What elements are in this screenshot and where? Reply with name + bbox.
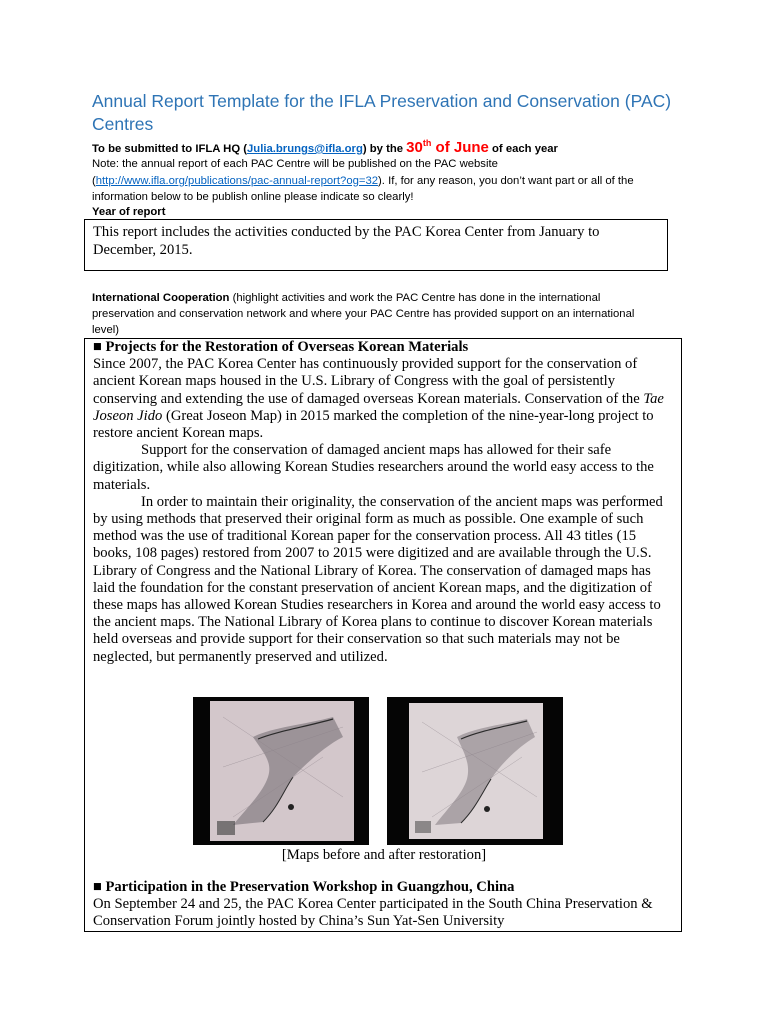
section1-paragraph2: Support for the conservation of damaged ancient maps has allowed for their safe digitization, while also allowing Korean Studies researchers around the world easy access to the materials. [93,442,654,493]
map-title: Tae Joseon Jido [93,390,664,424]
section1-paragraph1 [93,356,675,442]
year-of-report-box [84,219,668,271]
note-open: ( [92,174,96,187]
year-of-report-text: This report includes the activities conducted by the PAC Korea Center from January to December, 2015. [93,224,600,258]
submission-line [92,138,732,156]
section1-paragraph3: In order to maintain their originality, the conservation of the ancient maps was performed by using methods that preserved their original form as much as possible. One example of such method was the use of traditional Korean paper for the conservation process. All 43 titles (15 books, 108 pages) restored from 2007 to 2015 were digitized and are available through the U.S. Library of Congress and the National Library of Korea. The conservation of damaged maps has laid the foundation for the constant preservation of ancient Korean maps, and the digitization of these maps has allowed Korean Studies researchers in Korea and around the world easy access to the ancient maps. The National Library of Korea plans to continue to discover Korean materials held overseas and provide support for their conservation so that such materials may not be neglected, but permanently preserved and utilized. [93,493,663,665]
submission-middle: ) by the [362,143,407,155]
year-of-report-label: Year of report [92,206,166,218]
note-paragraph [92,156,692,206]
section2-paragraph1: On September 24 and 25, the PAC Korea Center participated in the South China Preservation & Conservation Forum jointly hosted by China’s Sun Yat-Sen University [93,896,653,930]
p1-end: (Great Joseon Map) in 2015 marked the completion of the nine-year-long project to restore ancient Korean maps. [93,407,654,442]
deadline-rest: of June [431,139,489,156]
document-title: Annual Report Template for the IFLA Preservation and Conservation (PAC) Centres [92,91,672,134]
p1-start: Since 2007, the PAC Korea Center has continuously provided support for the conservation of ancient Korean maps housed in the U.S. Library of Congress with the goal of persistently conserving and extending the use of damaged overseas Korean materials. Conservation of the [93,356,644,407]
maps-figure [193,697,593,847]
intl-heading: International Cooperation [92,292,230,304]
section2-heading: ■ Participation in the Preservation Workshop in Guangzhou, China [93,879,515,895]
international-cooperation-label [92,290,652,339]
deadline-day: 30 [406,139,423,156]
cooperation-content [93,339,675,930]
intl-description: (highlight activities and work the PAC Centre has done in the international preservation and conservation network and where your PAC Centre has provided support on an international level) [92,292,635,337]
submission-prefix: To be submitted to IFLA HQ ( [92,143,248,155]
note-rest: ). If, for any reason, you don’t want part or all of the information below to be publish online please indicate so clearly! [92,174,634,203]
map-after-image [387,697,563,845]
deadline-sup: th [422,138,432,148]
pac-website-link[interactable]: http://www.ifla.org/publications/pac-annual-report?og=32 [95,174,379,187]
email-link[interactable]: Julia.brungs@ifla.org [247,143,363,155]
deadline [406,139,489,156]
map-before-image [193,697,369,845]
note-line1: Note: the annual report of each PAC Centre will be published on the PAC website [92,158,498,170]
submission-suffix: of each year [488,143,558,155]
maps-caption: [Maps before and after restoration] [281,847,487,863]
section1-heading: ■ Projects for the Restoration of Overseas Korean Materials [93,339,469,355]
international-cooperation-box [84,338,682,932]
